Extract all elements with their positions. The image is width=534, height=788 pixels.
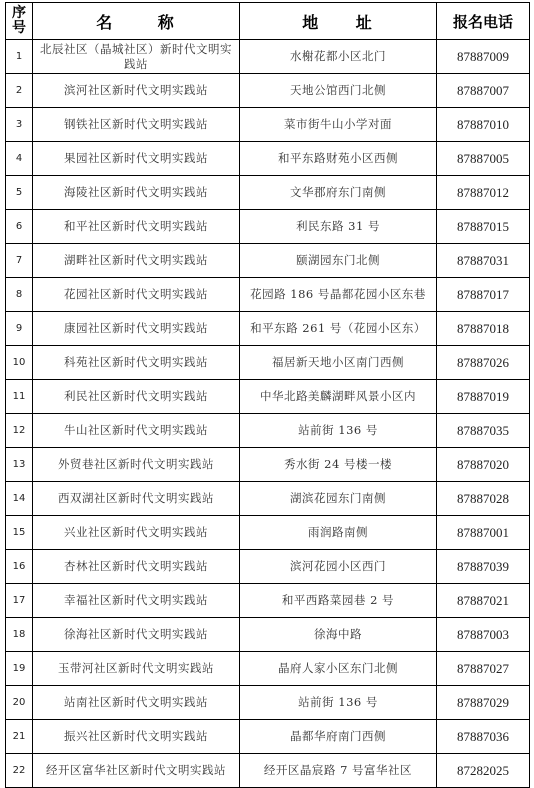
cell-name: 和平社区新时代文明实践站 [33, 210, 240, 244]
cell-seq: 4 [6, 142, 33, 176]
cell-phone: 87887001 [437, 516, 530, 550]
cell-seq: 2 [6, 74, 33, 108]
cell-phone: 87887027 [437, 652, 530, 686]
table-row [6, 40, 530, 74]
cell-address: 滨河花园小区西门 [240, 550, 437, 584]
cell-name: 经开区富华社区新时代文明实践站 [33, 754, 240, 788]
cell-phone: 87887020 [437, 448, 530, 482]
cell-name: 玉带河社区新时代文明实践站 [33, 652, 240, 686]
cell-address: 利民东路 31 号 [240, 210, 437, 244]
cell-name: 外贸巷社区新时代文明实践站 [33, 448, 240, 482]
cell-phone: 87887009 [437, 40, 530, 74]
cell-phone: 87887035 [437, 414, 530, 448]
cell-address: 站前街 136 号 [240, 414, 437, 448]
cell-name: 康园社区新时代文明实践站 [33, 312, 240, 346]
cell-name: 振兴社区新时代文明实践站 [33, 720, 240, 754]
practice-station-table [5, 2, 530, 788]
cell-name: 徐海社区新时代文明实践站 [33, 618, 240, 652]
cell-phone: 87887026 [437, 346, 530, 380]
cell-name: 滨河社区新时代文明实践站 [33, 74, 240, 108]
cell-seq: 8 [6, 278, 33, 312]
cell-phone: 87282025 [437, 754, 530, 788]
header-name: 名 称 [33, 3, 240, 40]
cell-address: 徐海中路 [240, 618, 437, 652]
cell-seq: 9 [6, 312, 33, 346]
cell-address: 菜市街牛山小学对面 [240, 108, 437, 142]
cell-name: 海陵社区新时代文明实践站 [33, 176, 240, 210]
cell-address: 和平西路菜园巷 2 号 [240, 584, 437, 618]
cell-seq: 10 [6, 346, 33, 380]
cell-seq: 5 [6, 176, 33, 210]
table-row [6, 550, 530, 584]
table-row [6, 346, 530, 380]
cell-name: 花园社区新时代文明实践站 [33, 278, 240, 312]
cell-phone: 87887031 [437, 244, 530, 278]
cell-seq: 14 [6, 482, 33, 516]
cell-seq: 3 [6, 108, 33, 142]
header-seq: 序号 [6, 3, 33, 40]
cell-seq: 21 [6, 720, 33, 754]
header-phone: 报名电话 [437, 3, 530, 40]
cell-name: 科苑社区新时代文明实践站 [33, 346, 240, 380]
cell-name: 湖畔社区新时代文明实践站 [33, 244, 240, 278]
table-row [6, 720, 530, 754]
cell-seq: 11 [6, 380, 33, 414]
cell-phone: 87887010 [437, 108, 530, 142]
table-row [6, 244, 530, 278]
table-row [6, 584, 530, 618]
table-row [6, 754, 530, 788]
header-address: 地 址 [240, 3, 437, 40]
cell-seq: 17 [6, 584, 33, 618]
table-body [6, 40, 530, 788]
cell-address: 文华郡府东门南侧 [240, 176, 437, 210]
cell-address: 湖滨花园东门南侧 [240, 482, 437, 516]
cell-seq: 16 [6, 550, 33, 584]
table-row [6, 516, 530, 550]
cell-address: 水榭花都小区北门 [240, 40, 437, 74]
cell-name: 牛山社区新时代文明实践站 [33, 414, 240, 448]
cell-name: 北辰社区（晶城社区）新时代文明实践站 [33, 40, 240, 74]
cell-phone: 87887017 [437, 278, 530, 312]
cell-address: 中华北路美麟湖畔风景小区内 [240, 380, 437, 414]
table-header-row [6, 3, 530, 40]
cell-phone: 87887028 [437, 482, 530, 516]
cell-address: 天地公馆西门北侧 [240, 74, 437, 108]
cell-phone: 87887019 [437, 380, 530, 414]
cell-name: 幸福社区新时代文明实践站 [33, 584, 240, 618]
cell-phone: 87887021 [437, 584, 530, 618]
cell-address: 和平东路财苑小区西侧 [240, 142, 437, 176]
table-row [6, 482, 530, 516]
cell-phone: 87887005 [437, 142, 530, 176]
cell-address: 雨润路南侧 [240, 516, 437, 550]
cell-phone: 87887003 [437, 618, 530, 652]
cell-seq: 12 [6, 414, 33, 448]
cell-address: 福居新天地小区南门西侧 [240, 346, 437, 380]
cell-seq: 18 [6, 618, 33, 652]
document-page [5, 2, 529, 788]
cell-name: 钢铁社区新时代文明实践站 [33, 108, 240, 142]
cell-seq: 13 [6, 448, 33, 482]
cell-seq: 20 [6, 686, 33, 720]
cell-seq: 1 [6, 40, 33, 74]
cell-name: 兴业社区新时代文明实践站 [33, 516, 240, 550]
cell-phone: 87887029 [437, 686, 530, 720]
cell-phone: 87887012 [437, 176, 530, 210]
table-row [6, 618, 530, 652]
cell-address: 颐湖园东门北侧 [240, 244, 437, 278]
table-row [6, 652, 530, 686]
cell-name: 利民社区新时代文明实践站 [33, 380, 240, 414]
cell-seq: 7 [6, 244, 33, 278]
cell-name: 杏林社区新时代文明实践站 [33, 550, 240, 584]
cell-name: 果园社区新时代文明实践站 [33, 142, 240, 176]
cell-seq: 19 [6, 652, 33, 686]
cell-address: 经开区晶宸路 7 号富华社区 [240, 754, 437, 788]
cell-seq: 15 [6, 516, 33, 550]
cell-seq: 6 [6, 210, 33, 244]
cell-name: 西双湖社区新时代文明实践站 [33, 482, 240, 516]
table-row [6, 108, 530, 142]
table-row [6, 686, 530, 720]
cell-phone: 87887015 [437, 210, 530, 244]
table-row [6, 176, 530, 210]
cell-address: 晶都华府南门西侧 [240, 720, 437, 754]
cell-phone: 87887007 [437, 74, 530, 108]
table-row [6, 448, 530, 482]
cell-address: 花园路 186 号晶都花园小区东巷 [240, 278, 437, 312]
cell-seq: 22 [6, 754, 33, 788]
table-row [6, 74, 530, 108]
table-row [6, 312, 530, 346]
table-row [6, 380, 530, 414]
cell-phone: 87887039 [437, 550, 530, 584]
table-row [6, 414, 530, 448]
cell-phone: 87887036 [437, 720, 530, 754]
table-row [6, 210, 530, 244]
cell-name: 站南社区新时代文明实践站 [33, 686, 240, 720]
table-row [6, 278, 530, 312]
cell-address: 晶府人家小区东门北侧 [240, 652, 437, 686]
cell-address: 和平东路 261 号（花园小区东） [240, 312, 437, 346]
cell-address: 站前街 136 号 [240, 686, 437, 720]
cell-address: 秀水街 24 号楼一楼 [240, 448, 437, 482]
cell-phone: 87887018 [437, 312, 530, 346]
table-row [6, 142, 530, 176]
